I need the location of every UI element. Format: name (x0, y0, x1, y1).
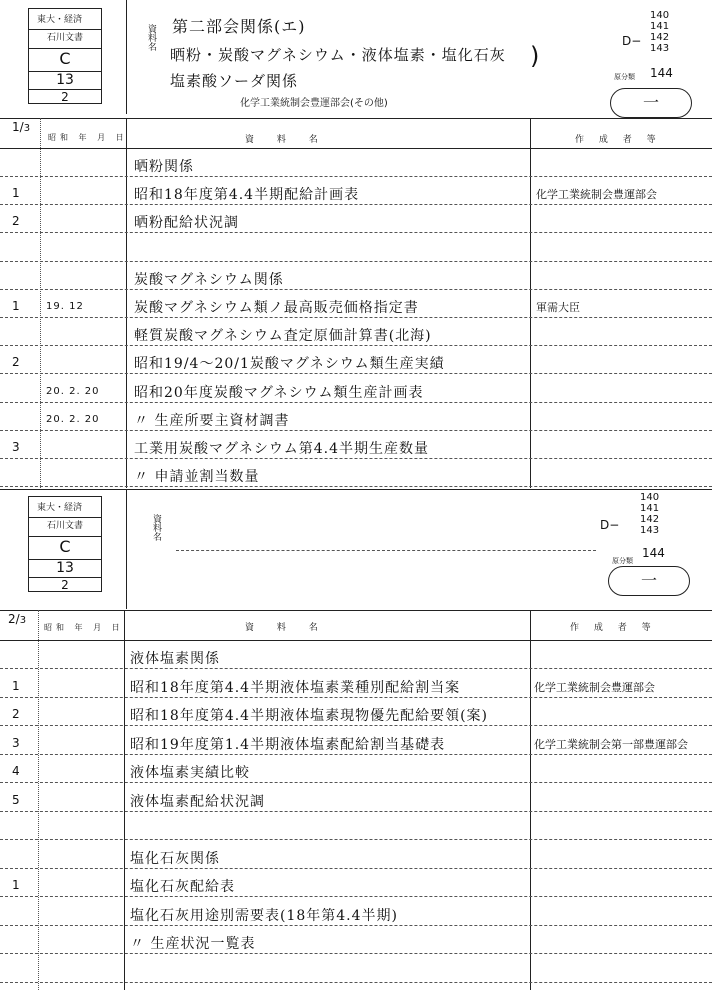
row-rule (0, 725, 712, 726)
row-material: 塩化石灰配給表 (130, 879, 235, 895)
ref-main-2: 144 (642, 546, 665, 560)
reference-numbers: 140 141 142 143 (650, 10, 670, 54)
row-rule (0, 289, 712, 290)
row-rule (0, 204, 712, 205)
ref-main: 144 (650, 66, 673, 80)
stamp-line2: 石川文書 (46, 33, 83, 43)
row-number: 2 (12, 355, 20, 370)
row-rule (0, 402, 712, 403)
stamp-line1: 東大・経済 (37, 15, 83, 25)
stamp-num2: 2 (61, 90, 69, 104)
stamp-num2: 2 (61, 578, 69, 592)
row-rule (0, 754, 712, 755)
row-rule (0, 668, 712, 669)
volume-oval: 一 (610, 88, 692, 118)
col-date-2: 昭和 年 月 日 (44, 623, 124, 632)
stamp-num1: 13 (56, 560, 74, 576)
row-material: 〃 生産状況一覧表 (130, 936, 256, 952)
row-material: 軽質炭酸マグネシウム査定原価計算書(北海) (134, 328, 432, 345)
row-material: 液体塩素実績比較 (130, 765, 250, 781)
stamp-line2: 石川文書 (46, 521, 83, 531)
col-date: 昭和 年 月 日 (48, 133, 128, 142)
row-rule (0, 782, 712, 783)
row-material: 工業用炭酸マグネシウム第4.4半期生産数量 (134, 441, 429, 457)
volume-oval-2: 一 (608, 566, 690, 596)
row-rule (0, 458, 712, 459)
ref-label-2: 原分類 (612, 557, 633, 565)
row-rule (0, 373, 712, 374)
ref-prefix-2: D− (600, 518, 620, 532)
row-number: 2 (12, 707, 20, 721)
row-material: 昭和19/4〜20/1炭酸マグネシウム類生産実績 (134, 356, 445, 373)
row-rule (0, 697, 712, 698)
row-material: 塩化石灰用途別需要表(18年第4.4半期) (130, 907, 399, 924)
row-material: 〃 申請並割当数量 (134, 469, 260, 486)
stamp-code: C (59, 49, 71, 68)
row-rule (0, 839, 712, 840)
row-rule (0, 953, 712, 954)
row-material: 昭和18年度第4.4半期液体塩素現物優先配給要領(案) (130, 708, 489, 724)
row-rule (0, 925, 712, 926)
row-material: 晒粉関係 (134, 159, 194, 175)
row-author: 化学工業統制会第一部豊運部会 (534, 737, 688, 751)
ref-prefix: D− (622, 34, 642, 48)
row-rule (0, 430, 712, 431)
row-date: 20. 2. 20 (46, 413, 100, 425)
page-fraction-2: 2/3 (8, 612, 27, 626)
archive-stamp-2 (28, 496, 102, 592)
row-number: 5 (12, 792, 20, 807)
row-material: 昭和18年度第4.4半期配給計画表 (134, 187, 360, 204)
heading-label: 資料名 (146, 24, 156, 51)
row-material: 昭和19年度第1.4半期液体塩素配給割当基礎表 (130, 736, 446, 753)
row-date: 19. 12 (46, 301, 84, 312)
subtitle: 化学工業統制会豊運部会(その他) (240, 98, 388, 109)
row-material: 塩化石灰関係 (130, 850, 220, 867)
page-fraction: 1/3 (12, 120, 31, 134)
row-rule (0, 868, 712, 869)
ref-label: 原分類 (614, 73, 635, 81)
row-number: 1 (12, 878, 20, 892)
archive-stamp (28, 8, 102, 104)
col-author-2: 作 成 者 等 (570, 623, 657, 633)
reference-numbers-2: 140 141 142 143 (640, 492, 660, 536)
row-material: 炭酸マグネシウム関係 (134, 271, 284, 288)
row-date: 20. 2. 20 (46, 385, 100, 397)
stamp-num1: 13 (56, 72, 74, 88)
col-author: 作 成 者 等 (575, 135, 662, 145)
col-material-2: 資 料 名 (245, 623, 328, 633)
title-line1: 第二部会関係(エ) (172, 17, 306, 36)
row-rule (0, 232, 712, 233)
row-author: 化学工業統制会豊運部会 (536, 188, 657, 202)
row-material: 昭和20年度炭酸マグネシウム類生産計画表 (134, 384, 424, 401)
row-rule (0, 345, 712, 346)
row-material: 昭和18年度第4.4半期液体塩素業種別配給割当案 (130, 679, 461, 696)
row-rule (0, 811, 712, 812)
row-material: 〃 生産所要主資材調書 (134, 412, 290, 429)
row-number: 3 (12, 735, 20, 750)
row-rule (0, 176, 712, 177)
row-rule (0, 317, 712, 318)
stamp-line1: 東大・経済 (37, 503, 83, 513)
row-material: 液体塩素関係 (130, 651, 220, 667)
row-rule (0, 261, 712, 262)
row-number: 1 (12, 299, 20, 313)
heading-label-2: 資料名 (151, 514, 161, 541)
row-rule (0, 982, 712, 983)
title-line3: 塩素酸ソーダ関係 (170, 72, 299, 90)
row-author: 軍需大臣 (536, 301, 580, 314)
row-number: 4 (12, 764, 20, 778)
row-number: 1 (12, 678, 20, 693)
row-author: 化学工業統制会豊運部会 (534, 680, 655, 694)
col-material: 資 料 名 (245, 135, 328, 145)
row-number: 1 (12, 186, 20, 201)
row-number: 3 (12, 440, 20, 454)
row-number: 2 (12, 214, 20, 229)
row-material: 晒粉配給状況調 (134, 215, 239, 232)
title-line2: 晒粉・炭酸マグネシウム・液体塩素・塩化石灰 (170, 46, 506, 64)
row-material: 液体塩素配給状況調 (130, 793, 265, 810)
stamp-code: C (59, 537, 71, 556)
row-material: 炭酸マグネシウム類ノ最高販売価格指定書 (134, 300, 419, 316)
row-rule (0, 486, 712, 487)
row-rule (0, 896, 712, 897)
